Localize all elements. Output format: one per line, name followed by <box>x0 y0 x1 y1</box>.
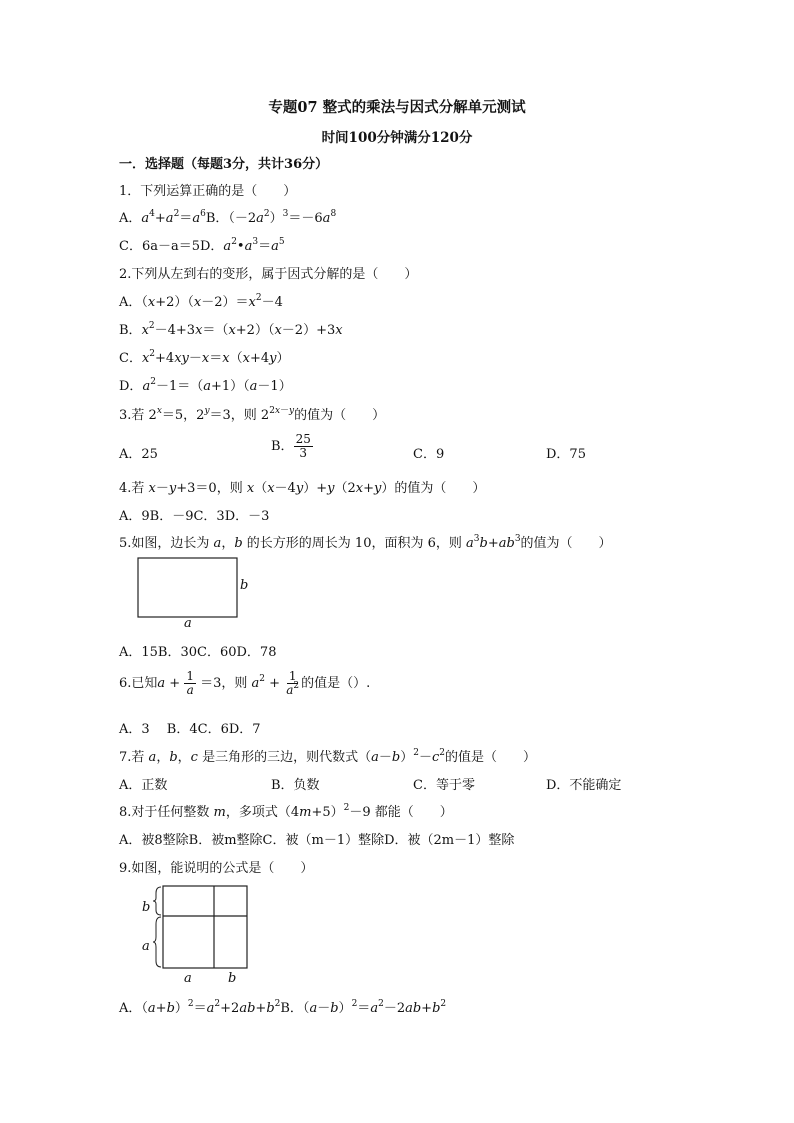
question-1-stem: 1．下列运算正确的是（ ） <box>119 184 297 199</box>
q7-option-b: B．负数 <box>271 778 320 793</box>
question-1-options-cd: C．6a－a＝5D．$a^2•a^3=a^5$ <box>119 237 285 254</box>
q7-option-a: A．正数 <box>119 778 168 793</box>
q9-fig-label-b-left: b <box>142 900 151 915</box>
q9-fig-label-b-bottom: b <box>228 971 237 986</box>
brace-a <box>153 917 161 967</box>
question-3-stem: 3.若 $2^x=5$，$2^y=3$，则 $2^{2x-y}$的值为（ ） <box>119 406 386 423</box>
question-5-options: A．15B．30C．60D．78 <box>119 645 277 660</box>
fraction-numerator: 25 <box>295 432 311 446</box>
q7-option-d: D．不能确定 <box>546 778 622 793</box>
q6-stem-suffix: 的值是（）. <box>301 676 371 691</box>
section-heading: 一．选择题（每题3分，共计36分） <box>119 157 329 172</box>
q9-fig-label-a-left: a <box>142 939 150 954</box>
document-subtitle: 时间100分钟满分120分 <box>321 130 473 146</box>
question-8-stem: 8.对于任何整数 m，多项式$(4m+5)^2-9$ 都能（ ） <box>119 803 453 820</box>
question-4-stem: 4.若 x－y+3＝0，则 x（x－4y）+y（2x+y）的值为（ ） <box>119 481 486 496</box>
q3-option-a: A．25 <box>119 447 158 462</box>
q6-fraction-1-over-a: $\frac{1}{a}$ <box>186 669 194 697</box>
q3-option-d: D．75 <box>546 447 586 462</box>
question-2-option-d: D．$a^2-1=(a+1)(a-1)$ <box>119 377 292 394</box>
question-1-options-ab: A．$a^4+a^2=a^6B$．$(-2a^2)^3=-6a^8$ <box>119 209 337 226</box>
q3-stem-suffix: 的值为（ ） <box>294 408 386 423</box>
fraction-denominator: 3 <box>299 446 308 460</box>
question-4-options: A．9B．－9C．3D．－3 <box>119 509 270 524</box>
q1-option-b-label: B．（－2 <box>205 211 257 226</box>
q3-option-b <box>271 433 313 460</box>
document-title: 专题07 整式的乘法与因式分解单元测试 <box>268 99 526 116</box>
q3-option-b-fraction <box>294 433 313 460</box>
q5-stem-suffix: 的值为（ ） <box>520 536 612 551</box>
q1-option-a-label: A． <box>119 211 142 226</box>
q5-fig-label-b: b <box>240 578 249 593</box>
q9-fig-label-a-bottom: a <box>184 971 192 986</box>
q1-option-c-label: C．6a－a＝5D． <box>119 239 224 254</box>
q6-stem-prefix: 6.已知 <box>119 676 158 691</box>
question-2-option-a: A．$(x+2)(x-2)=x^2-4$ <box>119 293 283 310</box>
question-8-options: A．被8整除B．被m整除C．被（m－1）整除D．被（2m－1）整除 <box>119 833 515 848</box>
question-2-stem: 2.下列从左到右的变形，属于因式分解的是（ ） <box>119 267 418 282</box>
q5-rectangle-figure <box>137 557 239 619</box>
question-9-stem: 9.如图，能说明的公式是（ ） <box>119 861 314 876</box>
question-9-options: A．$(a+b)^2=a^2+2ab+b^2B$．$(a-b)^2=a^2-2ab+b^2$ <box>119 999 447 1016</box>
q3-stem-prefix: 3.若 2 <box>119 408 157 423</box>
q7-option-c: C．等于零 <box>413 778 475 793</box>
brace-b <box>153 887 161 915</box>
q3-option-b-label: B． <box>271 439 294 454</box>
question-2-option-c: C．$x^2+4xy-x=x(x+4y)$ <box>119 349 290 366</box>
outer-square <box>163 886 247 968</box>
q9-square-figure <box>150 884 250 970</box>
rectangle-shape <box>138 558 237 617</box>
question-5-stem: 5.如图，边长为 a，b 的长方形的周长为 10，面积为 6，则 $a^3b+ab^3$的值为（ ） <box>119 534 612 551</box>
q6-fraction-1-over-a2: $\frac{1}{a^2}$ <box>286 669 300 697</box>
q5-fig-label-a: a <box>184 616 192 631</box>
question-6-options: A．3 B．4C．6D．7 <box>119 722 261 737</box>
question-6-stem: 6.已知a + $\frac{1}{a}$ ＝3，则 $a^2$ + $\frac{1}{a^2}$ 的值是（）. <box>119 669 371 697</box>
question-7-stem: 7.若 a，b，c 是三角形的三边，则代数式$(a-b)^2-c^2$的值是（ ） <box>119 748 536 765</box>
question-2-option-b: B．$x^2-4+3x=(x+2)(x-2)+3x$ <box>119 321 343 338</box>
q3-option-c: C．9 <box>413 447 445 462</box>
